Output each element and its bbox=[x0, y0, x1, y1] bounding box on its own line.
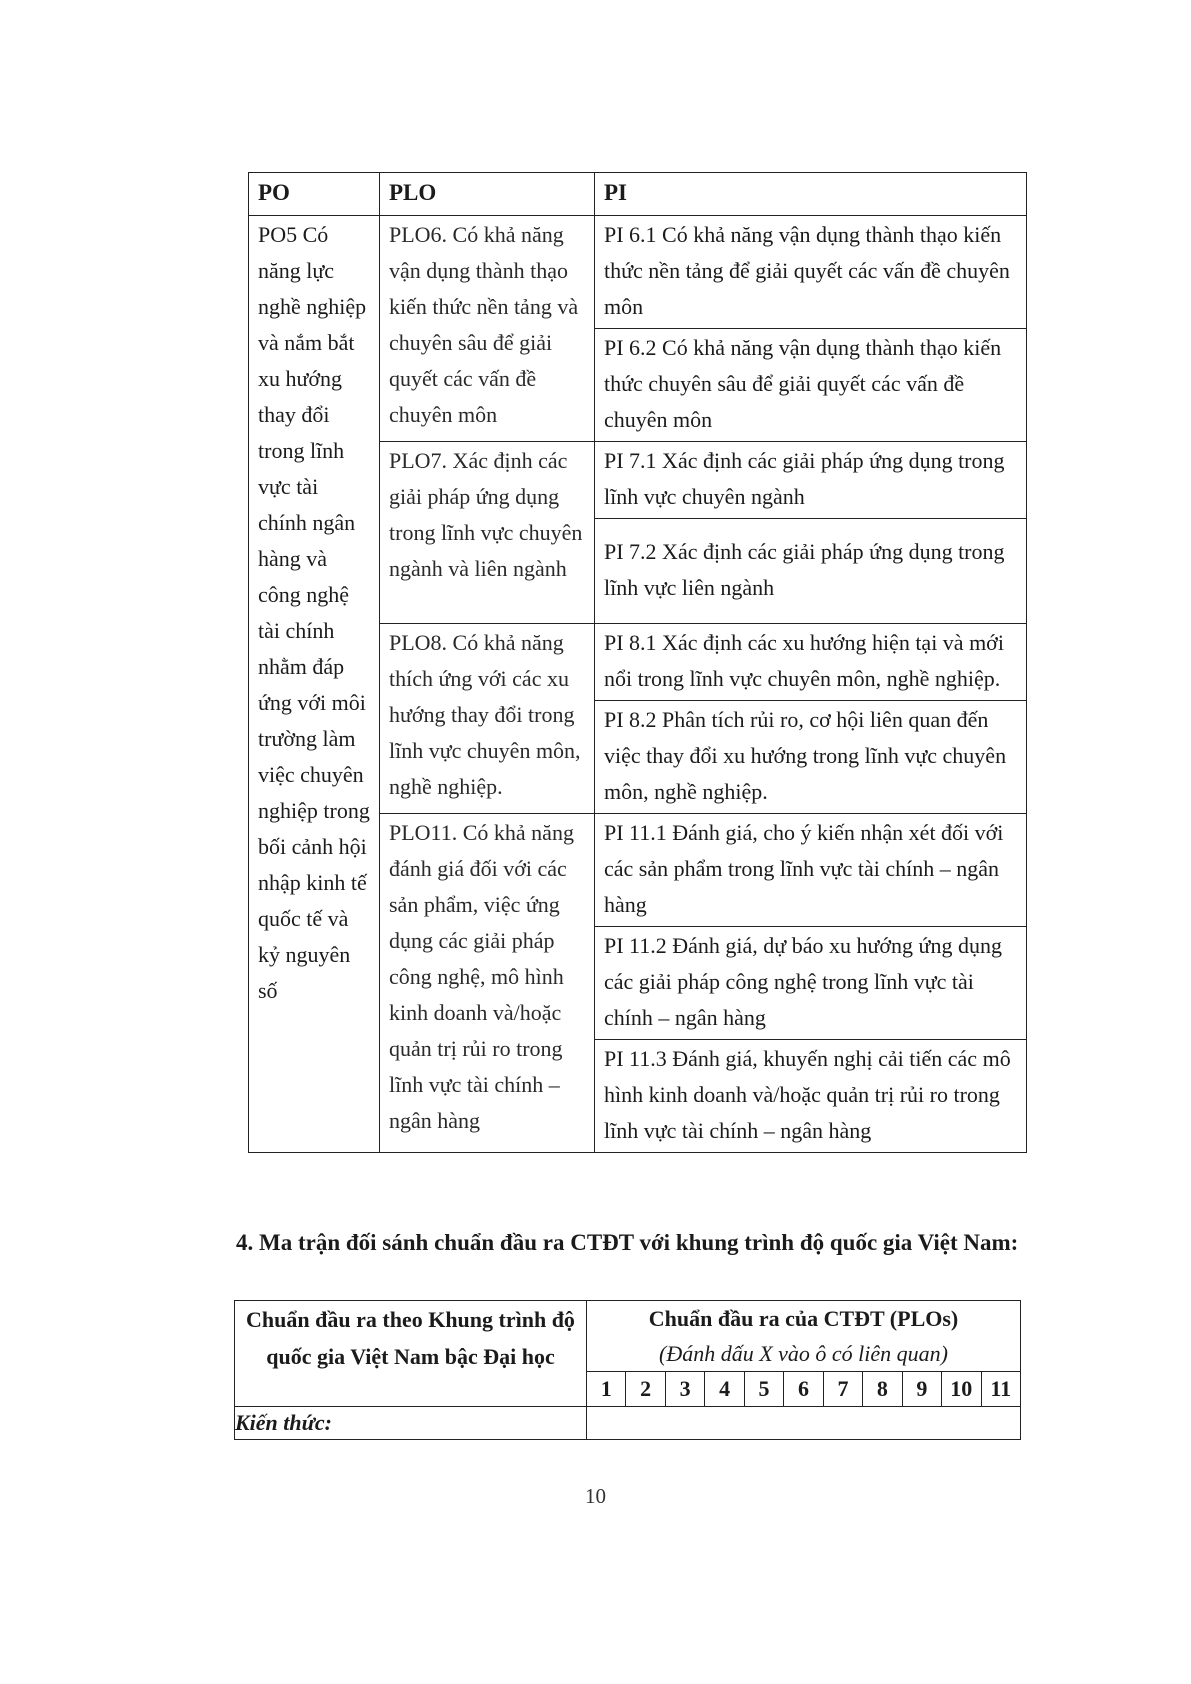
pi-8-1-cell: PI 8.1 Xác định các xu hướng hiện tại và mới nổi trong lĩnh vực chuyên môn, nghề nghiệp. bbox=[595, 624, 1027, 701]
header-po: PO bbox=[249, 173, 380, 216]
pi-7-1-cell: PI 7.1 Xác định các giải pháp ứng dụng trong lĩnh vực chuyên ngành bbox=[595, 442, 1027, 519]
pi-6-2-cell: PI 6.2 Có khả năng vận dụng thành thạo kiến thức chuyên sâu để giải quyết các vấn đề chuyên môn bbox=[595, 329, 1027, 442]
plo-number-4: 4 bbox=[705, 1372, 744, 1407]
plo-number-9: 9 bbox=[902, 1372, 941, 1407]
pi-11-3-cell: PI 11.3 Đánh giá, khuyến nghị cải tiến các mô hình kinh doanh và/hoặc quản trị rủi ro trong lĩnh vực tài chính – ngân hàng bbox=[595, 1040, 1027, 1153]
po-plo-pi-table bbox=[248, 172, 1027, 1153]
plo-header-cell bbox=[587, 1301, 1021, 1372]
plo-number-11: 11 bbox=[981, 1372, 1020, 1407]
plo8-cell: PLO8. Có khả năng thích ứng với các xu hướng thay đổi trong lĩnh vực chuyên môn, nghề nghiệp. bbox=[380, 624, 595, 814]
plo-number-1: 1 bbox=[587, 1372, 626, 1407]
plo6-cell: PLO6. Có khả năng vận dụng thành thạo kiến thức nền tảng và chuyên sâu để giải quyết các vấn đề chuyên môn bbox=[380, 216, 595, 442]
pi-8-2-cell: PI 8.2 Phân tích rủi ro, cơ hội liên quan đến việc thay đổi xu hướng trong lĩnh vực chuyên môn, nghề nghiệp. bbox=[595, 701, 1027, 814]
plo-number-10: 10 bbox=[942, 1372, 981, 1407]
plo-number-7: 7 bbox=[823, 1372, 862, 1407]
pi-11-2-cell: PI 11.2 Đánh giá, dự báo xu hướng ứng dụng các giải pháp công nghệ trong lĩnh vực tài chính – ngân hàng bbox=[595, 927, 1027, 1040]
knowledge-row bbox=[235, 1407, 1021, 1440]
page-number: 10 bbox=[585, 1484, 606, 1508]
header-plo: PLO bbox=[380, 173, 595, 216]
section-4-heading: 4. Ma trận đối sánh chuẩn đầu ra CTĐT với khung trình độ quốc gia Việt Nam: bbox=[236, 1230, 1019, 1255]
plo-number-2: 2 bbox=[626, 1372, 665, 1407]
plo11-cell: PLO11. Có khả năng đánh giá đối với các sản phẩm, việc ứng dụng các giải pháp công nghệ, mô hình kinh doanh và/hoặc quản trị rủi ro trong lĩnh vực tài chính – ngân hàng bbox=[380, 814, 595, 1153]
plo-number-8: 8 bbox=[863, 1372, 902, 1407]
nqf-matrix-table bbox=[234, 1300, 1021, 1440]
po5-cell: PO5 Có năng lực nghề nghiệp và nắm bắt xu hướng thay đổi trong lĩnh vực tài chính ngân hàng và công nghệ tài chính nhằm đáp ứng với môi trường làm việc chuyên nghiệp trong bối cảnh hội nhập kinh tế quốc tế và kỷ nguyên số bbox=[249, 216, 380, 1153]
plo-number-5: 5 bbox=[744, 1372, 783, 1407]
table-header-row bbox=[249, 173, 1027, 216]
plo-number-6: 6 bbox=[784, 1372, 823, 1407]
pi-11-1-cell: PI 11.1 Đánh giá, cho ý kiến nhận xét đối với các sản phẩm trong lĩnh vực tài chính – ngân hàng bbox=[595, 814, 1027, 927]
plo7-cell: PLO7. Xác định các giải pháp ứng dụng trong lĩnh vực chuyên ngành và liên ngành bbox=[380, 442, 595, 624]
pi-7-2-cell: PI 7.2 Xác định các giải pháp ứng dụng trong lĩnh vực liên ngành bbox=[595, 519, 1027, 624]
header-pi: PI bbox=[595, 173, 1027, 216]
pi-6-1-cell: PI 6.1 Có khả năng vận dụng thành thạo kiến thức nền tảng để giải quyết các vấn đề chuyên môn bbox=[595, 216, 1027, 329]
plo-number-3: 3 bbox=[665, 1372, 704, 1407]
nqf-header-cell: Chuẩn đầu ra theo Khung trình độ quốc gia Việt Nam bậc Đại học bbox=[235, 1301, 587, 1407]
knowledge-empty-cell bbox=[587, 1407, 1021, 1440]
plo-header-note: (Đánh dấu X vào ô có liên quan) bbox=[659, 1341, 948, 1366]
plo-header-title: Chuẩn đầu ra của CTĐT (PLOs) bbox=[648, 1306, 959, 1331]
matrix-header-row bbox=[235, 1301, 1021, 1372]
knowledge-label: Kiến thức: bbox=[235, 1407, 587, 1440]
table-row bbox=[249, 216, 1027, 329]
